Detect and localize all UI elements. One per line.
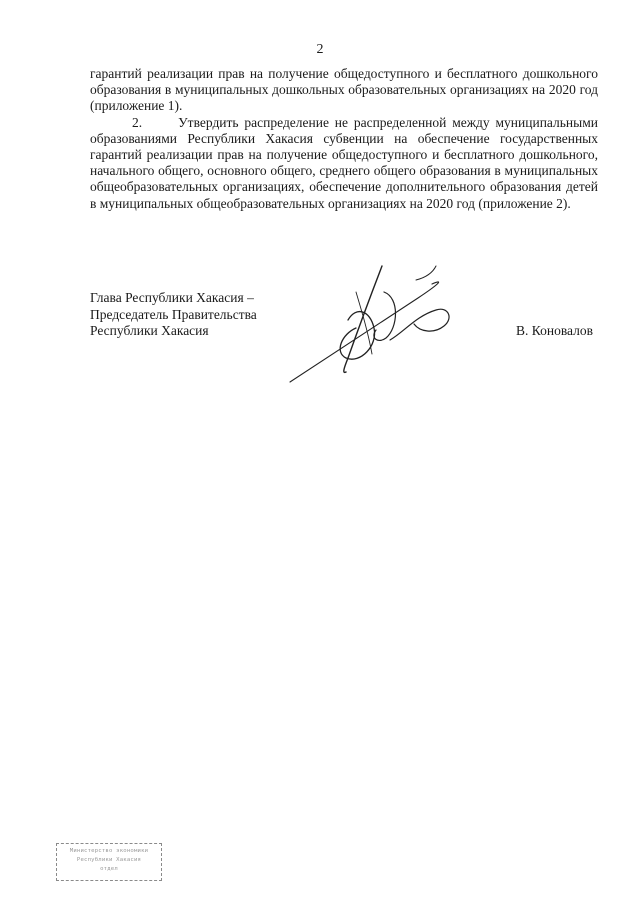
handwritten-signature xyxy=(286,262,466,390)
stamp-line-2: Республики Хакасия xyxy=(76,857,142,863)
stamp-line-3: отдел xyxy=(100,866,118,872)
document-body xyxy=(90,66,598,212)
stamp-line-1: Министерство экономики xyxy=(69,848,149,854)
signatory-title-line-2: Председатель Правительства xyxy=(90,306,257,322)
paragraph-item-2 xyxy=(90,115,598,212)
signatory-title-line-1: Глава Республики Хакасия – xyxy=(90,290,254,305)
signatory-title-line-3: Республики Хакасия xyxy=(90,323,209,338)
signatory-title xyxy=(90,290,257,340)
paragraph-number: 2. xyxy=(132,114,143,130)
paragraph-item-2-text: Утвердить распределение не распределенной между муниципальными образованиями Республики Хакасия субвенции на обеспечение государственных гарантий реализации прав на получение общедоступного и бесплатного дошкольного, начального общего, основного общего, среднего общего образования в муниципальных общеобразовательных организациях, обеспечение дополнительного образования детей в муниципальных общеобразовательных организациях на 2020 год (приложение 2). xyxy=(90,114,598,211)
paragraph-continuation: гарантий реализации прав на получение общедоступного и бесплатного дошкольного образования в муниципальных дошкольных образовательных организациях на 2020 год (приложение 1). xyxy=(90,66,598,114)
page-number: 2 xyxy=(316,42,324,57)
registration-stamp xyxy=(56,843,162,881)
signer-name: В. Коновалов xyxy=(516,323,593,338)
